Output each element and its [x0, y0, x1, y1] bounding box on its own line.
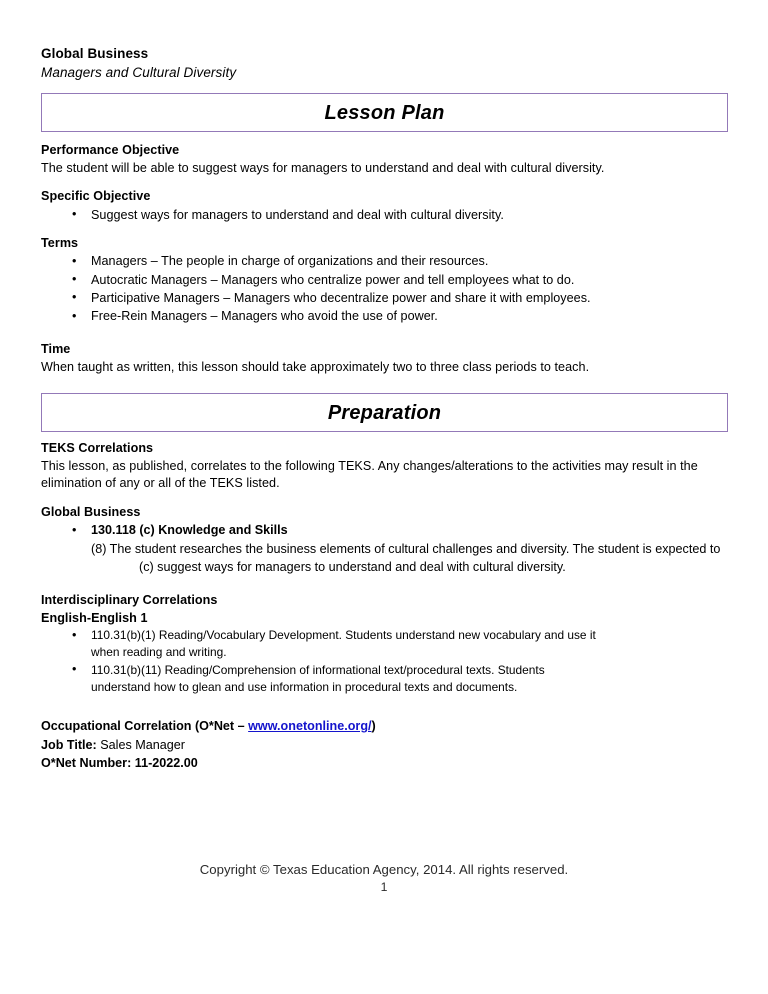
- onetonline-link[interactable]: www.onetonline.org/: [248, 719, 372, 734]
- page-number: 1: [380, 880, 388, 894]
- lesson-plan-banner-label: Lesson Plan: [324, 101, 445, 124]
- preparation-banner: [41, 393, 728, 432]
- teks-standard-list: [41, 521, 728, 539]
- teks-standard-body: (8) The student researches the business elements of cultural challenges and diversity. The student is expected to: [91, 541, 721, 556]
- course-title: Global Business: [41, 46, 149, 61]
- document-subtitle: Managers and Cultural Diversity: [41, 65, 237, 80]
- spacer: [41, 696, 728, 712]
- list-item: • 110.31(b)(1) Reading/Vocabulary Development. Students understand new vocabulary and use it when reading and writing.: [41, 627, 728, 662]
- spacer: [41, 493, 728, 504]
- interdisciplinary-list: [41, 627, 728, 696]
- job-title-value-text: Sales Manager: [100, 737, 185, 752]
- onet-number-value: 11-2022.00: [134, 756, 198, 771]
- teks-correlations-heading: TEKS Correlations: [41, 441, 154, 456]
- specific-objective-heading: Specific Objective: [41, 189, 151, 203]
- occupational-correlation-heading: [41, 717, 728, 736]
- list-item: [41, 521, 728, 539]
- lesson-plan-banner: [41, 93, 728, 132]
- preparation-banner-label: Preparation: [327, 401, 442, 424]
- interdisciplinary-heading: Interdisciplinary Correlations: [41, 593, 218, 607]
- job-title-label: Job Title:: [41, 737, 97, 752]
- list-item: • Free-Rein Managers – Managers who avoid the use of power.: [41, 307, 728, 325]
- list-item: • Suggest ways for managers to understand and deal with cultural diversity.: [41, 206, 728, 224]
- time-text: When taught as written, this lesson should take approximately two to three class periods to teach.: [41, 359, 590, 374]
- specific-objective-list: [41, 206, 728, 224]
- spacer: [41, 177, 728, 188]
- performance-objective-text: The student will be able to suggest ways for managers to understand and deal with cultural diversity.: [41, 160, 605, 175]
- spacer: [41, 224, 728, 235]
- spacer: [41, 576, 728, 592]
- performance-objective-heading: Performance Objective: [41, 143, 180, 157]
- copyright-text: Copyright © Texas Education Agency, 2014. All rights reserved.: [199, 862, 569, 877]
- list-item: • Autocratic Managers – Managers who centralize power and tell employees what to do.: [41, 271, 728, 289]
- terms-heading: Terms: [41, 235, 79, 250]
- spacer: [41, 325, 728, 341]
- interdisciplinary-subject: English-English 1: [41, 610, 148, 625]
- page-footer: [0, 860, 768, 896]
- occupational-correlation-prefix: Occupational Correlation (O*Net –: [41, 719, 249, 734]
- teks-standard-title: 130.118 (c) Knowledge and Skills: [91, 523, 288, 538]
- job-title-line: [41, 736, 728, 755]
- teks-correlations-text: This lesson, as published, correlates to the following TEKS. Any changes/alterations to the activities may result in the elimination of any or all of the TEKS listed.: [41, 458, 698, 491]
- onet-number-label: O*Net Number:: [41, 756, 132, 771]
- list-item: • Participative Managers – Managers who decentralize power and share it with employees.: [41, 289, 728, 307]
- list-item: • Managers – The people in charge of organizations and their resources.: [41, 252, 728, 270]
- occupational-correlation-suffix: ): [371, 719, 376, 734]
- terms-list: [41, 252, 728, 325]
- teks-standard-item: (c) suggest ways for managers to understand and deal with cultural diversity.: [139, 559, 566, 574]
- list-item: • 110.31(b)(11) Reading/Comprehension of informational text/procedural texts. Students understand how to glean and use information in procedural texts and documents.: [41, 662, 728, 697]
- time-heading: Time: [41, 342, 71, 357]
- teks-subject-heading: Global Business: [41, 504, 141, 519]
- onet-number-line: [41, 754, 728, 773]
